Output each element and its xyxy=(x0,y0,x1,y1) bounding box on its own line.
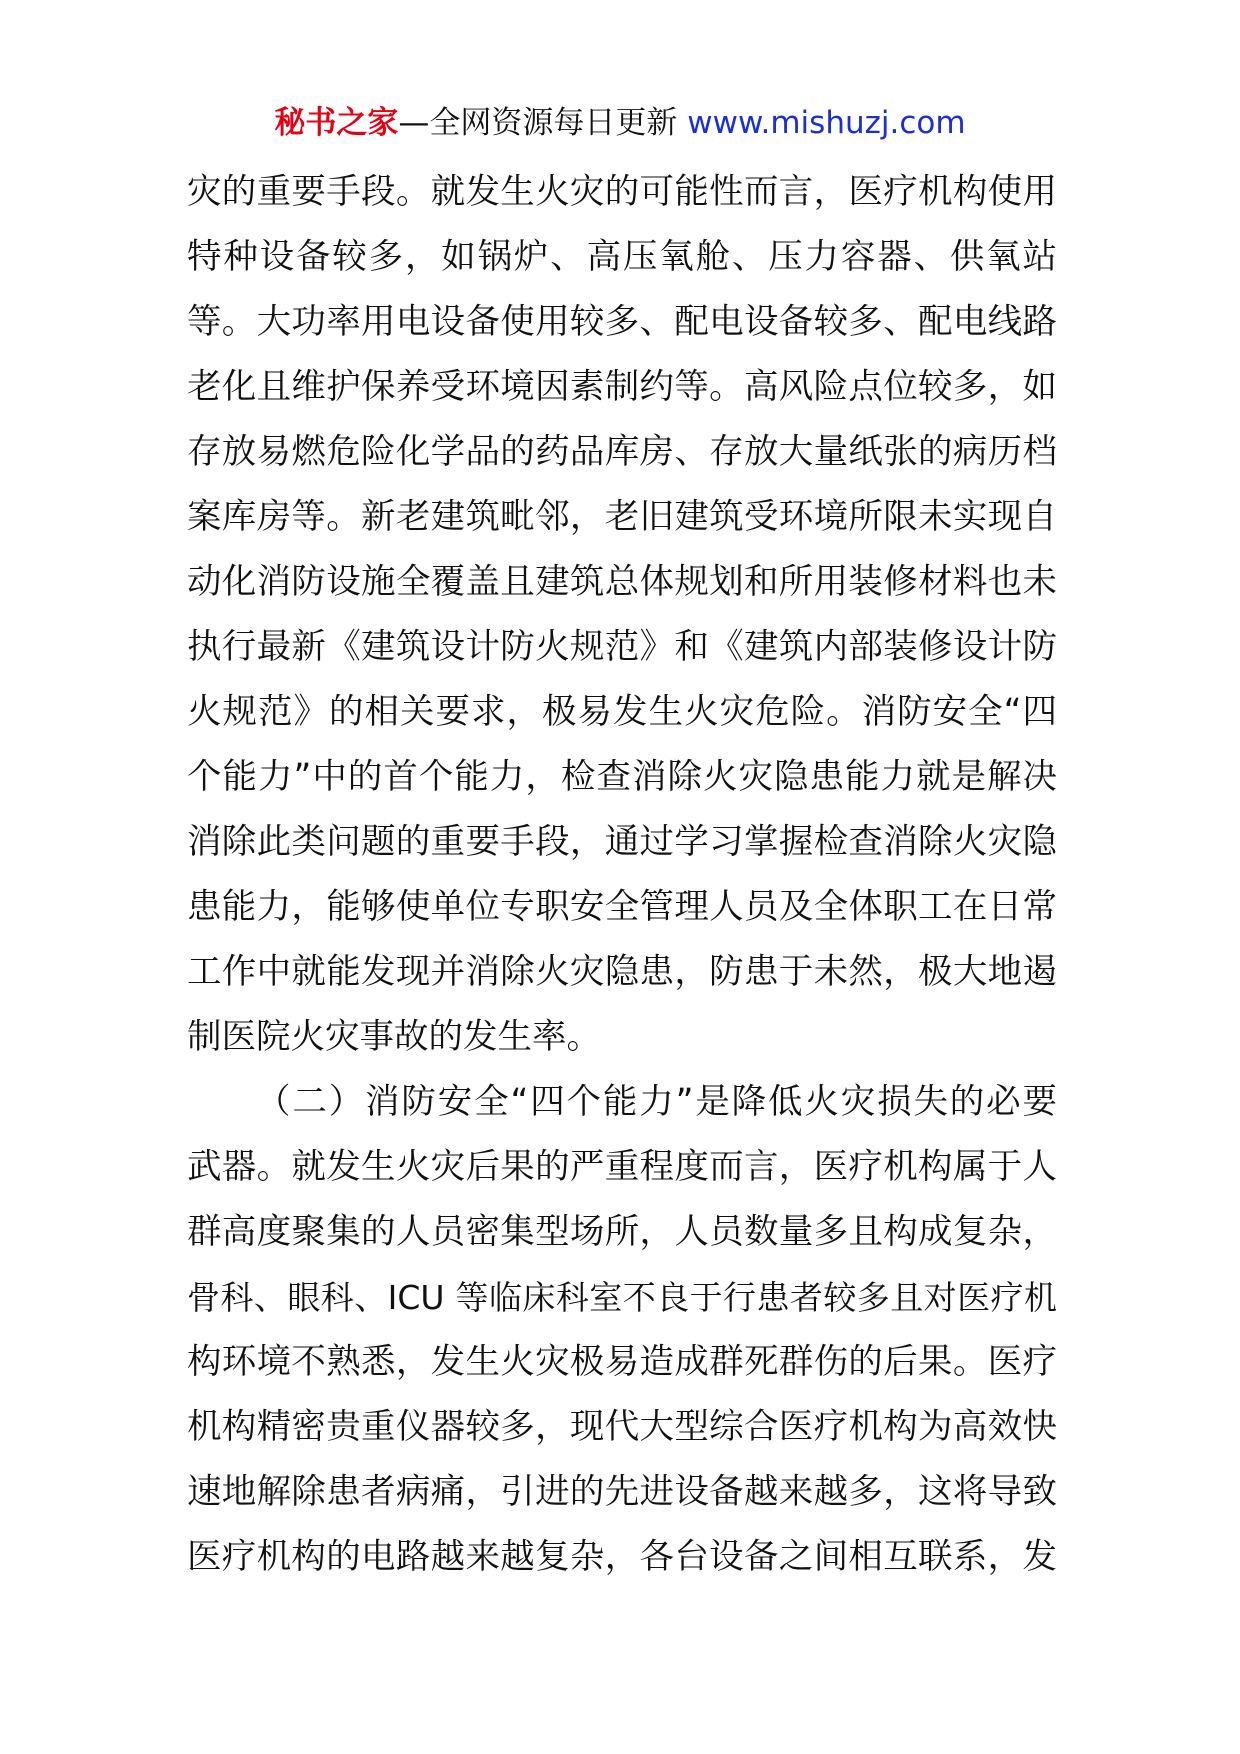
text-line: 特种设备较多，如锅炉、高压氧舱、压力容器、供氧站 xyxy=(187,237,1057,277)
text-line: 骨科、眼科、ICU 等临床科室不良于行患者较多且对医疗机 xyxy=(187,1278,1057,1317)
text-line: （二）消防安全“四个能力”是降低火灾损失的必要 xyxy=(256,1082,1057,1122)
text-line: 医疗机构的电路越来越复杂，各台设备之间相互联系，发 xyxy=(187,1537,1057,1577)
header-tagline: —全网资源每日更新 xyxy=(398,105,688,141)
page-header xyxy=(0,100,1240,146)
text-line: 消除此类问题的重要手段，通过学习掌握检查消除火灾隐 xyxy=(187,822,1057,862)
text-line: 速地解除患者病痛，引进的先进设备越来越多，这将导致 xyxy=(187,1472,1057,1512)
text-line: 构环境不熟悉，发生火灾极易造成群死群伤的后果。医疗 xyxy=(187,1342,1057,1382)
text-line: 动化消防设施全覆盖且建筑总体规划和所用装修材料也未 xyxy=(187,562,1057,602)
text-line: 存放易燃危险化学品的药品库房、存放大量纸张的病历档 xyxy=(187,432,1057,472)
text-line: 执行最新《建筑设计防火规范》和《建筑内部装修设计防 xyxy=(187,627,1057,667)
body-text xyxy=(187,160,1057,1590)
header-site-link[interactable]: www.mishuzj.com xyxy=(687,105,966,141)
text-line: 工作中就能发现并消除火灾隐患，防患于未然，极大地遏 xyxy=(187,952,1057,992)
text-line: 患能力，能够使单位专职安全管理人员及全体职工在日常 xyxy=(187,887,1057,927)
text-line: 老化且维护保养受环境因素制约等。高风险点位较多，如 xyxy=(187,367,1057,407)
text-line: 案库房等。新老建筑毗邻，老旧建筑受环境所限未实现自 xyxy=(187,497,1057,537)
text-line: 火规范》的相关要求，极易发生火灾危险。消防安全“四 xyxy=(187,692,1057,732)
text-line: 机构精密贵重仪器较多，现代大型综合医疗机构为高效快 xyxy=(187,1407,1057,1447)
text-line: 群高度聚集的人员密集型场所，人员数量多且构成复杂， xyxy=(187,1212,1057,1252)
text-line: 个能力”中的首个能力，检查消除火灾隐患能力就是解决 xyxy=(187,757,1057,797)
text-line: 等。大功率用电设备使用较多、配电设备较多、配电线路 xyxy=(187,302,1057,342)
text-line: 制医院火灾事故的发生率。 xyxy=(187,1017,601,1057)
text-line: 灾的重要手段。就发生火灾的可能性而言，医疗机构使用 xyxy=(187,172,1057,212)
text-line: 武器。就发生火灾后果的严重程度而言，医疗机构属于人 xyxy=(187,1147,1057,1187)
header-brand: 秘书之家 xyxy=(274,105,399,141)
